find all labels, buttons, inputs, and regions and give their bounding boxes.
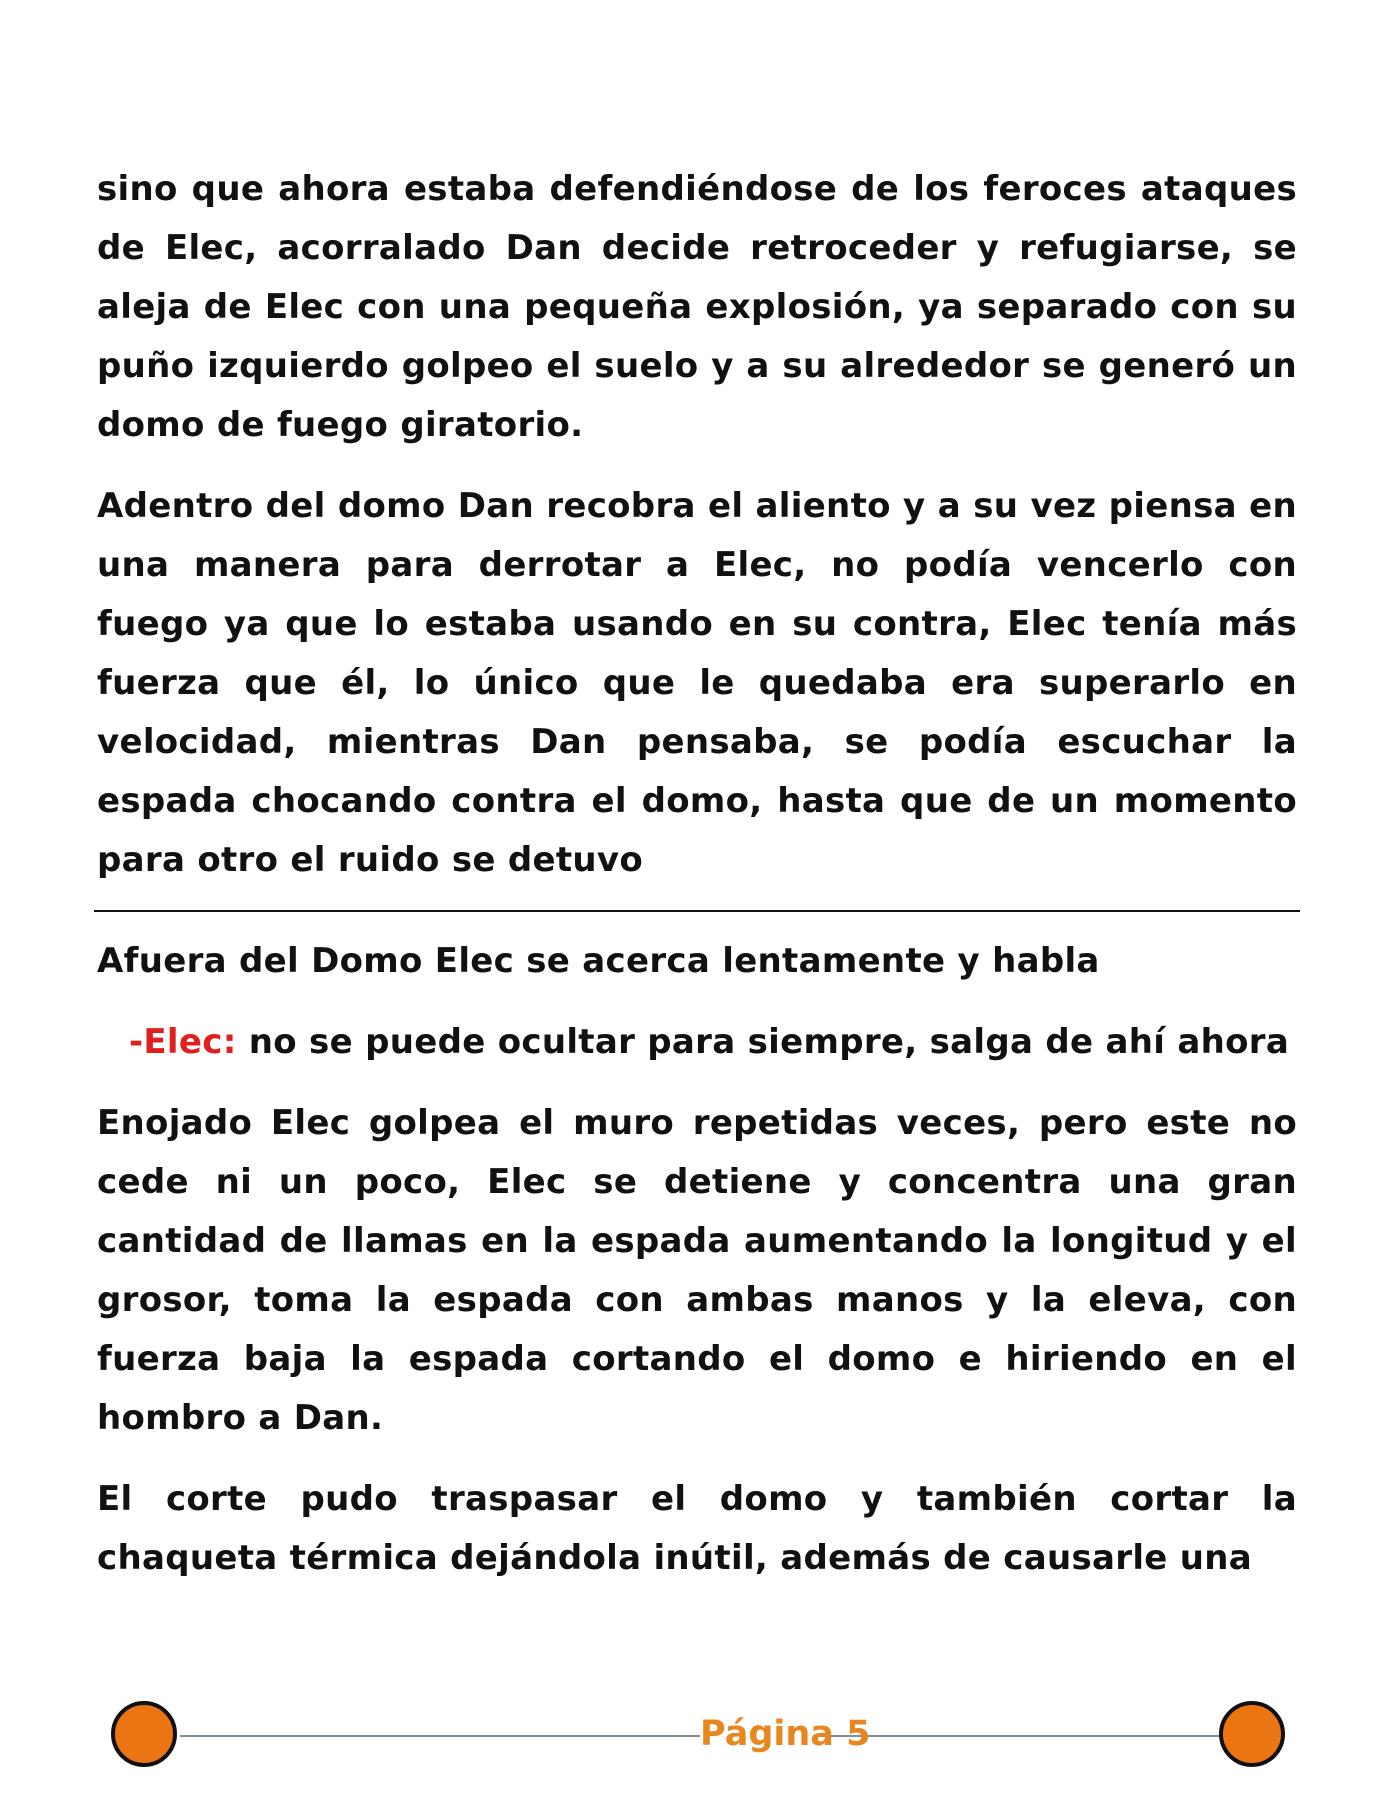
paragraph: Adentro del domo Dan recobra el aliento y a su vez piensa en una manera para derrotar a Elec, no podía vencerlo con fuego ya que lo estaba usando en su contra, Elec tenía más fuerza que él, lo único que le quedaba era superarlo en velocidad, mientras Dan pensaba, se podía escuchar la espada chocando contra el domo, hasta que de un momento para otro el ruido se detuvo — [97, 486, 1297, 880]
paragraph: Afuera del Domo Elec se acerca lentamente y habla — [97, 941, 1100, 981]
circle-ornament-icon — [111, 1701, 177, 1767]
page-number: Página 5 — [700, 1706, 820, 1762]
page-footer — [110, 1698, 1296, 1774]
paragraph: Enojado Elec golpea el muro repetidas veces, pero este no cede ni un poco, Elec se detiene y concentra una gran cantidad de llamas en la espada aumentando la longitud y el grosor, toma la espada con ambas manos y la eleva, con fuerza baja la espada cortando el domo e hiriendo en el hombro a Dan. — [97, 1103, 1297, 1438]
dialogue-line — [129, 1013, 1297, 1072]
dialogue-text: no se puede ocultar para siempre, salga de ahí ahora — [236, 1022, 1290, 1062]
paragraph: El corte pudo traspasar el domo y también cortar la chaqueta térmica dejándola inútil, además de causarle una — [97, 1479, 1297, 1578]
document-body — [97, 160, 1297, 1610]
section-divider — [94, 910, 1300, 912]
speaker-label: -Elec: — [129, 1022, 237, 1062]
circle-ornament-icon — [1219, 1701, 1285, 1767]
footer-rule-left — [180, 1735, 710, 1737]
paragraph: sino que ahora estaba defendiéndose de los feroces ataques de Elec, acorralado Dan decide retroceder y refugiarse, se aleja de Elec con una pequeña explosión, ya separado con su puño izquierdo golpeo el suelo y a su alrededor se generó un domo de fuego giratorio. — [97, 169, 1297, 445]
